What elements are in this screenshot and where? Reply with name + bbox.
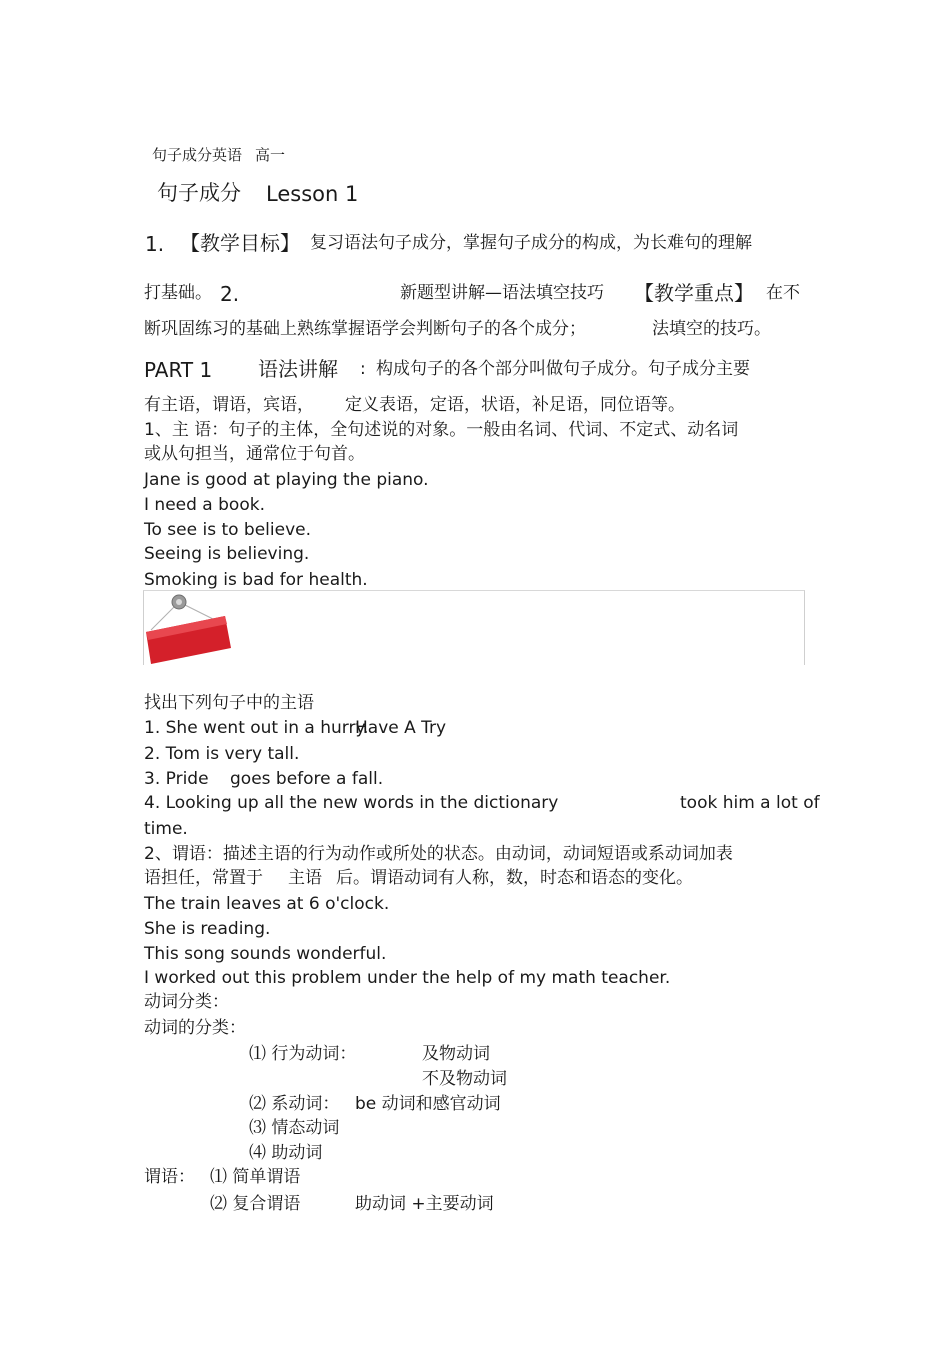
predicate-type-2: ⑵ 复合谓语 xyxy=(210,1194,301,1214)
predicate-example: I worked out this problem under the help of my math teacher. xyxy=(144,968,671,988)
have-a-try-label: Have A Try xyxy=(355,718,447,738)
part1-list-b: 定义表语，定语，状语，补足语，同位语等。 xyxy=(345,395,685,415)
exercise-prompt: 找出下列句子中的主语 xyxy=(144,693,314,713)
verb-class-heading-2: 动词的分类： xyxy=(144,1018,246,1038)
part1-list-a: 有主语，谓语，宾语， xyxy=(144,395,314,415)
verb-class-4: ⑷ 助动词 xyxy=(249,1143,323,1163)
verb-class-1b: 不及物动词 xyxy=(422,1069,507,1089)
objective-text-cont: 打基础。 xyxy=(144,283,212,303)
exercise-item: 4. Looking up all the new words in the dictionary xyxy=(144,793,559,813)
part1-colon: : xyxy=(360,359,366,379)
predicate-definition-1: 2、谓语：描述主语的行为动作或所处的状态。由动词，动词短语或系动词加表 xyxy=(144,844,733,864)
part1-title: 语法讲解 xyxy=(258,357,338,381)
exercise-item-cont: time. xyxy=(144,819,188,839)
predicate-example: This song sounds wonderful. xyxy=(144,944,387,964)
objective-text: 复习语法句子成分，掌握句子成分的构成，为长难句的理解 xyxy=(310,233,752,253)
lesson-title-en: Lesson 1 xyxy=(266,182,359,206)
verb-class-2: ⑵ 系动词： xyxy=(249,1094,340,1114)
subject-example: Smoking is bad for health. xyxy=(144,570,368,590)
banner-frame xyxy=(143,590,805,665)
header-title: 句子成分英语 xyxy=(152,146,243,164)
exercise-item-cont: goes before a fall. xyxy=(230,769,384,789)
header-grade: 高一 xyxy=(255,146,286,164)
objective-number-2: 2. xyxy=(220,282,240,306)
verb-class-1: ⑴ 行为动词： xyxy=(249,1044,357,1064)
exercise-item: 3. Pride xyxy=(144,769,209,789)
exercise-item: 1. She went out in a hurry. xyxy=(144,718,369,738)
part1-label: PART 1 xyxy=(144,358,213,382)
subject-example: I need a book. xyxy=(144,495,265,515)
predicate-definition-2b: 主语 xyxy=(288,868,322,888)
focus-text-c: 法填空的技巧。 xyxy=(652,319,771,339)
predicate-type-1: ⑴ 简单谓语 xyxy=(210,1167,301,1187)
subject-example: To see is to believe. xyxy=(144,520,312,540)
verb-class-2-value: be 动词和感官动词 xyxy=(355,1094,501,1114)
lesson-title-cn: 句子成分 xyxy=(157,181,241,205)
verb-class-heading: 动词分类： xyxy=(144,992,229,1012)
new-question-type: 新题型讲解—语法填空技巧 xyxy=(400,283,604,303)
predicate-definition-2c: 后。谓语动词有人称，数，时态和语态的变化。 xyxy=(336,868,693,888)
hanging-sign-icon xyxy=(143,590,238,668)
subject-definition-1: 1、主 语：句子的主体，全句述说的对象。一般由名词、代词、不定式、动名词 xyxy=(144,420,739,440)
verb-class-3: ⑶ 情态动词 xyxy=(249,1118,340,1138)
subject-example: Seeing is believing. xyxy=(144,544,310,564)
predicate-example: The train leaves at 6 o'clock. xyxy=(144,894,390,914)
subject-example: Jane is good at playing the piano. xyxy=(144,470,429,490)
verb-class-1a: 及物动词 xyxy=(422,1044,490,1064)
predicate-type-label: 谓语： xyxy=(144,1167,195,1187)
focus-text-b: 断巩固练习的基础上熟练掌握语学会判断句子的各个成分； xyxy=(144,319,586,339)
predicate-definition-2a: 语担任，常置于 xyxy=(144,868,263,888)
focus-text-a: 在不 xyxy=(766,283,800,303)
exercise-item: 2. Tom is very tall. xyxy=(144,744,300,764)
part1-intro: 构成句子的各个部分叫做句子成分。句子成分主要 xyxy=(376,359,750,379)
exercise-item-cont: took him a lot of xyxy=(680,793,820,813)
objective-label: 【教学目标】 xyxy=(180,231,300,255)
subject-definition-2: 或从句担当，通常位于句首。 xyxy=(144,444,365,464)
focus-label: 【教学重点】 xyxy=(634,281,754,305)
predicate-type-2-value: 助动词 +主要动词 xyxy=(355,1194,494,1214)
predicate-example: She is reading. xyxy=(144,919,271,939)
objective-number-1: 1. xyxy=(145,232,165,256)
